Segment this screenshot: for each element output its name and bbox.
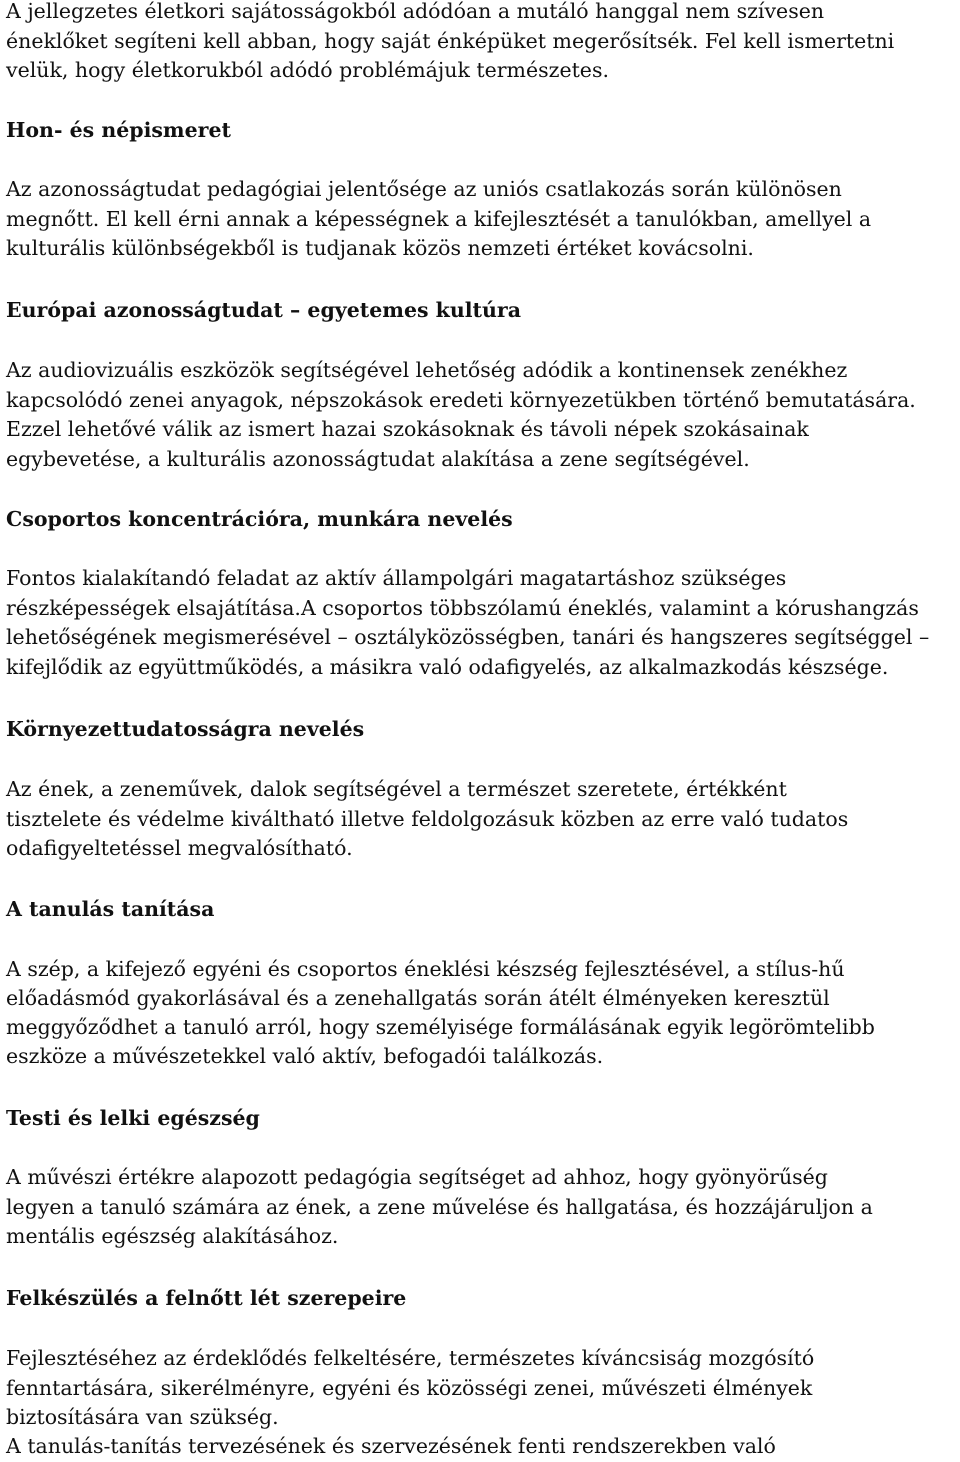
paragraph-mutalo-hang: A jellegzetes életkori sajátosságokból adódóan a mutáló hanggal nem szívesen éneklőket segíteni kell abban, hogy saját énképüket megerősítsék. Fel kell ismertetni velük, hogy életkorukból adódó problémájuk természetes. (6, 0, 895, 82)
paragraph-audiovizualis: Az audiovizuális eszközök segítségével lehetőség adódik a kontinensek zenékhez kapcsolódó zenei anyagok, népszokások eredeti környezetükben történő bemutatására. Ezzel lehetővé válik az ismert hazai szokásoknak és távoli népek szokásainak egybevetése, a kulturális azonosságtudat alakítása a zene segítségével. (6, 358, 916, 471)
heading-felkeszules: Felkészülés a felnőtt lét szerepeire (6, 1286, 407, 1310)
heading-tanulas-tanitasa: A tanulás tanítása (6, 897, 215, 921)
paragraph-az-enek: Az ének, a zeneművek, dalok segítségével a természet szeretete, értékként tisztelete és védelme kiváltható illetve feldolgozásuk közben az erre való tudatos odafigyeltetéssel megvalósítható. (6, 777, 849, 860)
heading-europai-azonossagtudat: Európai azonosságtudat – egyetemes kultúra (6, 298, 522, 322)
paragraph-fontos-feladat: Fontos kialakítandó feladat az aktív állampolgári magatartáshoz szükséges részképességek elsajátítása.A csoportos többszólamú éneklés, valamint a kórushangzás lehetőségének megismerésével – osztályközösségben, tanári és hangszeres segítséggel – kifejlődik az együttműködés, a másikra való odafigyelés, az alkalmazkodás készsége. (6, 566, 930, 679)
paragraph-a-szep: A szép, a kifejező egyéni és csoportos éneklési készség fejlesztésével, a stílus-hű előadásmód gyakorlásával és a zenehallgatás során átélt élményeken keresztül meggyőződhet a tanuló arról, hogy személyisége formálásának egyik legörömtelibb eszköze a művészetekkel való aktív, befogadói találkozás. (6, 957, 875, 1068)
heading-kornyezettudatossag: Környezettudatosságra nevelés (6, 717, 365, 741)
paragraph-azonossagtudat: Az azonosságtudat pedagógiai jelentősége az uniós csatlakozás során különösen megnőtt. El kell érni annak a képességnek a kifejlesztését a tanulókban, amellyel a kulturális különbségekből is tudjanak közös nemzeti értéket kovácsolni. (6, 177, 872, 260)
paragraph-tanulas-tanitas: A tanulás-tanítás tervezésének és szervezésének fenti rendszerekben való (6, 1434, 776, 1458)
heading-testi-lelki-egeszseg: Testi és lelki egészség (6, 1106, 260, 1130)
heading-hon-es-nepismeret: Hon- és népismeret (6, 118, 231, 142)
paragraph-muveszi-ertek: A művészi értékre alapozott pedagógia segítséget ad ahhoz, hogy gyönyörűség legyen a tanuló számára az ének, a zene művelése és hallgatása, és hozzájáruljon a mentális egészség alakításához. (6, 1165, 873, 1248)
paragraph-fejlesztesehez: Fejlesztéséhez az érdeklődés felkeltésére, természetes kíváncsiság mozgósító fenntartására, sikerélményre, egyéni és közösségi zenei, művészeti élmények biztosítására van szükség. (6, 1346, 815, 1429)
heading-csoportos-koncentracio: Csoportos koncentrációra, munkára nevelés (6, 507, 513, 531)
